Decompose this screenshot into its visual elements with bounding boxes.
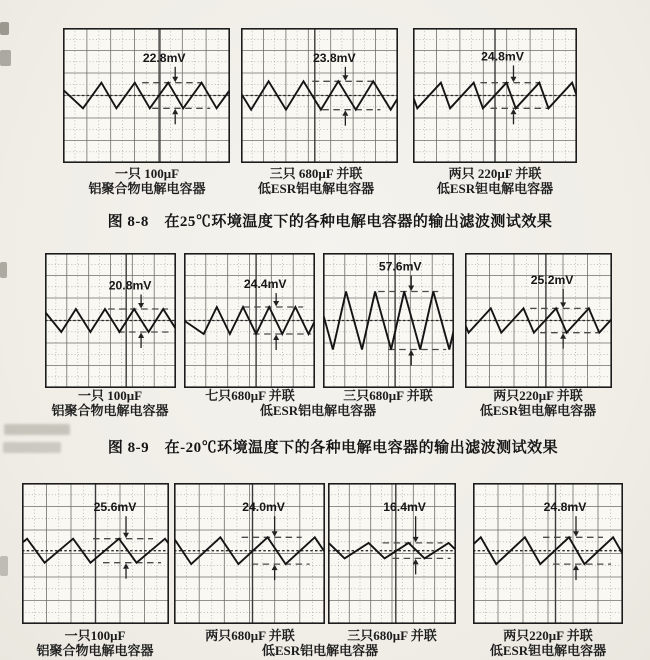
oscilloscope-display-fig3-4: [473, 483, 623, 624]
scan-artifact: [0, 556, 8, 576]
capacitor-label-line1: 三只680μF 并联: [343, 388, 433, 403]
oscilloscope-display-fig1-1: [63, 28, 230, 163]
oscilloscope-capture: [45, 253, 176, 388]
capacitor-label-line1: 两只220μF 并联: [503, 628, 593, 643]
capacitor-label-line1: 两只220μF 并联: [493, 388, 583, 403]
capacitor-label-line1: 三只 680μF 并联: [269, 166, 363, 181]
oscilloscope-capture: [473, 483, 623, 624]
oscilloscope-capture: [328, 483, 456, 624]
figure-caption-8-9: 图 8-9 在-20℃环境温度下的各种电解电容器的输出滤波测试效果: [107, 440, 559, 456]
ink-showthrough: [4, 424, 70, 435]
ripple-value-label: 24.4mV: [243, 277, 287, 292]
figure-caption-8-8: 图 8-8 在25℃环境温度下的各种电解电容器的输出滤波测试效果: [107, 214, 553, 230]
oscilloscope-capture: [465, 253, 612, 388]
oscilloscope-display-fig2-3: [323, 253, 454, 388]
ripple-value-label: 20.8mV: [108, 278, 152, 293]
ink-showthrough: [3, 442, 61, 453]
capacitor-label-line2: 低ESR铝电解电容器: [257, 181, 375, 196]
ripple-value-label: 24.8mV: [543, 500, 587, 515]
ripple-value-label: 23.8mV: [312, 50, 356, 65]
capacitor-label-line1: 三只680μF 并联: [347, 628, 437, 643]
capacitor-label-line2: 低ESR钽电解电容器: [489, 643, 607, 658]
scope-caption: [205, 388, 295, 403]
scope-caption: [36, 628, 153, 658]
scope-caption: [343, 388, 433, 403]
capacitor-label-line1: 两只680μF 并联: [205, 628, 295, 643]
oscilloscope-capture: [174, 483, 325, 624]
capacitor-label-line2: 低ESR钽电解电容器: [479, 403, 597, 418]
oscilloscope-capture: [22, 483, 169, 624]
scan-artifact: [0, 22, 9, 35]
oscilloscope-capture: [241, 28, 398, 163]
capacitor-label-line1: 一只 100μF: [77, 388, 143, 403]
ripple-value-label: 25.6mV: [93, 500, 137, 515]
capacitor-label-line2: 铝聚合物电解电容器: [36, 643, 154, 658]
ripple-value-label: 24.8mV: [481, 49, 524, 64]
oscilloscope-capture: [323, 253, 454, 388]
scope-caption: [480, 388, 596, 418]
shared-capacitor-label: 低ESR铝电解电容器: [259, 403, 377, 418]
scope-caption: [88, 166, 205, 196]
oscilloscope-capture: [63, 28, 230, 163]
capacitor-label-line2: 铝聚合物电解电容器: [51, 403, 169, 418]
oscilloscope-display-fig3-2: [174, 483, 325, 624]
ripple-value-label: 24.0mV: [242, 500, 285, 515]
capacitor-label-line1: 两只 220μF 并联: [448, 166, 542, 181]
capacitor-label-line1: 一只100μF: [64, 628, 126, 643]
scan-artifact: [0, 262, 7, 278]
capacitor-label-line2: 低ESR钽电解电容器: [436, 181, 554, 196]
scope-caption: [205, 628, 295, 643]
ripple-value-label: 22.8mV: [142, 50, 186, 65]
oscilloscope-display-fig2-2: [184, 253, 315, 388]
ripple-value-label: 57.6mV: [378, 259, 422, 274]
oscilloscope-display-fig3-3: [328, 483, 456, 624]
scope-caption: [51, 388, 168, 418]
oscilloscope-capture: [184, 253, 315, 388]
scope-caption: [490, 628, 606, 658]
scope-caption: [347, 628, 437, 643]
capacitor-label-line1: 七只680μF 并联: [205, 388, 295, 403]
scope-caption: [437, 166, 553, 196]
scan-artifact: [0, 50, 11, 66]
oscilloscope-display-fig1-2: [241, 28, 398, 163]
oscilloscope-display-fig1-3: [413, 28, 577, 163]
oscilloscope-display-fig3-1: [22, 483, 169, 624]
capacitor-label-line1: 一只 100μF: [114, 166, 180, 181]
oscilloscope-capture: [413, 28, 577, 163]
ripple-value-label: 16.4mV: [383, 500, 426, 515]
shared-capacitor-label: 低ESR铝电解电容器: [261, 643, 379, 658]
oscilloscope-display-fig2-4: [465, 253, 612, 388]
scope-caption: [258, 166, 374, 196]
capacitor-label-line2: 铝聚合物电解电容器: [88, 181, 206, 196]
oscilloscope-display-fig2-1: [45, 253, 176, 388]
ripple-value-label: 25.2mV: [530, 273, 574, 288]
